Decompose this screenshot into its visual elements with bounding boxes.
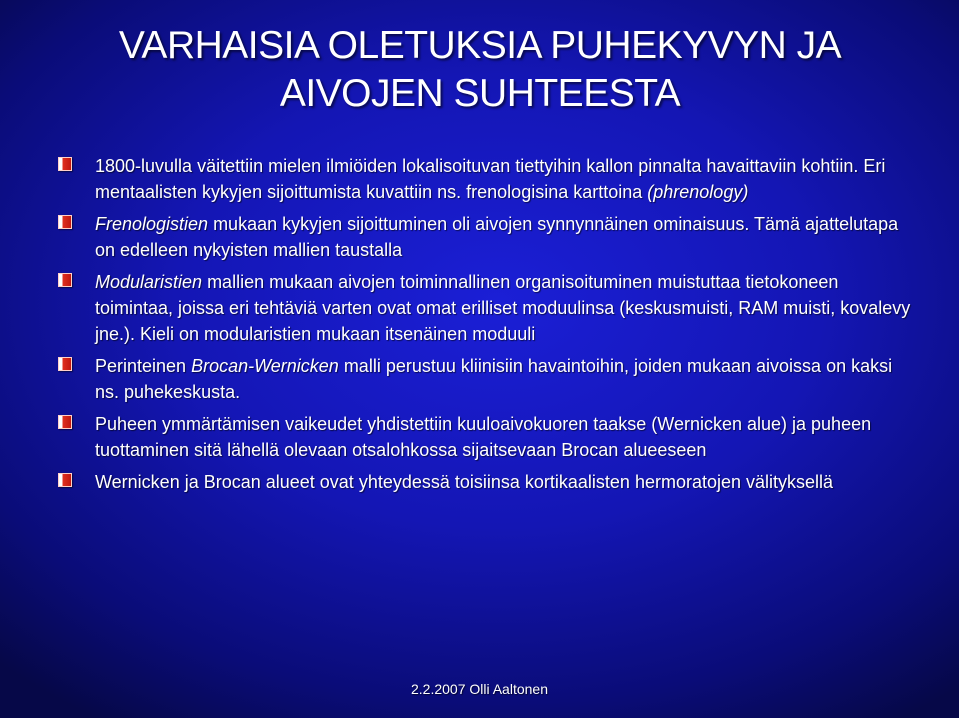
- bullet-item-6: [55, 469, 915, 495]
- bullet-marker-icon: [58, 157, 72, 171]
- slide-title-line-1: VARHAISIA OLETUKSIA PUHEKYVYN JA: [118, 24, 842, 67]
- slide-footer: 2.2.2007 Olli Aaltonen: [411, 681, 548, 697]
- bullet-text-rest: mallien mukaan aivojen toiminnallinen organisoituminen muistuttaa tietokoneen toimintaa, joissa eri tehtäviä varten ovat omat erilliset moduulinsa (keskusmuisti, RAM muisti, kovalevy jne.). Kieli on modularistien mukaan itsenäinen moduuli: [95, 272, 911, 344]
- slide-title-line-2: AIVOJEN SUHTEESTA: [279, 72, 681, 115]
- bullet-text: Wernicken ja Brocan alueet ovat yhteydessä toisiinsa kortikaalisten hermoratojen välityksellä: [95, 472, 834, 492]
- bullet-emphasis: Modularistien: [95, 272, 203, 292]
- bullet-text-rest: malli perustuu kliinisiin havaintoihin, joiden mukaan aivoissa on kaksi ns. puhekeskusta.: [95, 356, 893, 402]
- bullet-marker-icon: [58, 415, 72, 429]
- bullet-text-rest: mukaan kykyjen sijoittuminen oli aivojen synnynnäinen ominaisuus. Tämä ajattelutapa on edelleen nykyisten mallien taustalla: [95, 214, 899, 260]
- bullet-item-5: [55, 411, 915, 463]
- bullet-list: [55, 153, 915, 501]
- bullet-marker-icon: [58, 215, 72, 229]
- bullet-text: Puheen ymmärtämisen vaikeudet yhdistettiin kuuloaivokuoren taakse (Wernicken alue) ja puheen tuottaminen sitä lähellä olevaan otsalohkossa sijaitsevaan Brocan alueeseen: [95, 414, 872, 460]
- bullet-item-2: [55, 211, 915, 263]
- bullet-marker-icon: [58, 273, 72, 287]
- slide-title: [40, 22, 920, 118]
- bullet-item-1: [55, 153, 915, 205]
- bullet-item-4: [55, 353, 915, 405]
- bullet-emphasis: Brocan-Wernicken: [191, 356, 339, 376]
- bullet-marker-icon: [58, 357, 72, 371]
- bullet-marker-icon: [58, 473, 72, 487]
- bullet-emphasis: Frenologistien: [95, 214, 209, 234]
- bullet-emphasis: (phrenology): [647, 182, 749, 202]
- bullet-item-3: [55, 269, 915, 347]
- bullet-text: 1800-luvulla väitettiin mielen ilmiöiden lokalisoituvan tiettyihin kallon pinnalta havaittaviin kohtiin. Eri mentaalisten kykyjen sijoittumista kuvattiin ns. frenologisina karttoina: [95, 156, 886, 202]
- bullet-text: Perinteinen: [95, 356, 192, 376]
